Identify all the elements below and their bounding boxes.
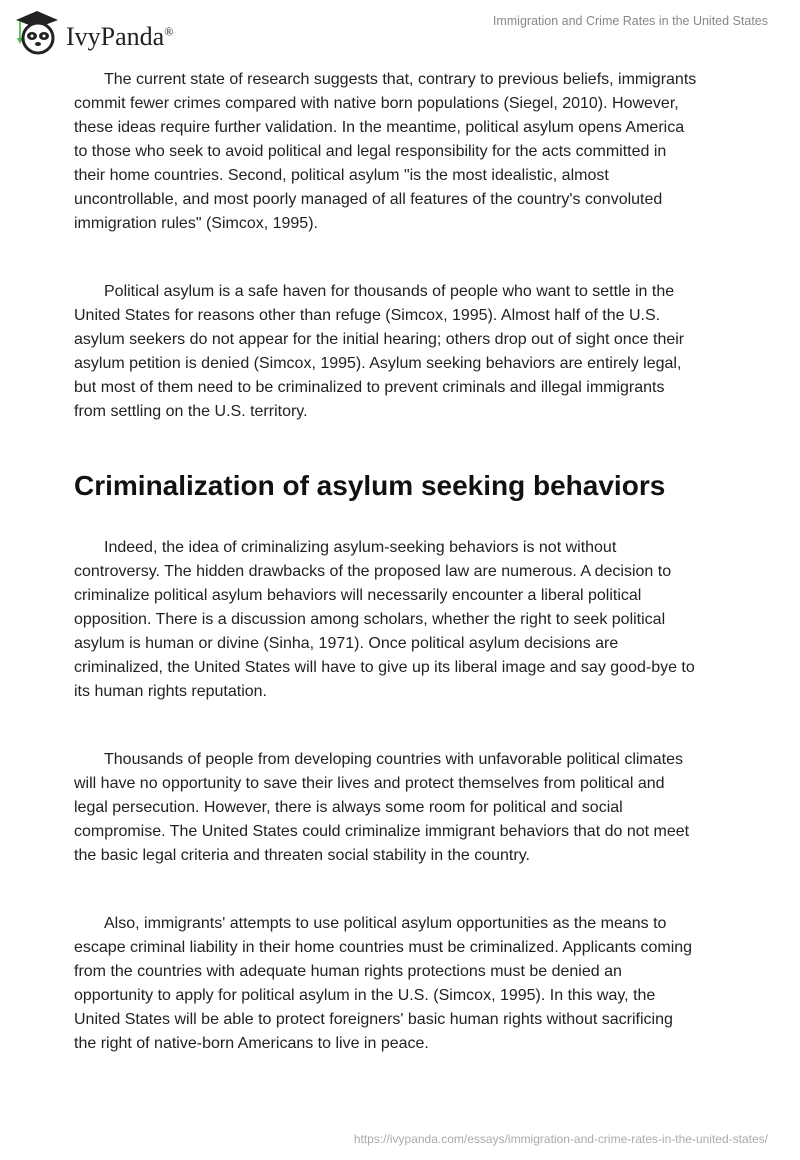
section-heading: Criminalization of asylum seeking behaviors bbox=[74, 470, 666, 501]
paragraph-line: criminalize political asylum behaviors will necessarily encounter a liberal political bbox=[74, 587, 642, 604]
paragraph-line: asylum seekers do not appear for the initial hearing; others drop out of sight once their bbox=[74, 331, 685, 348]
paragraph-line: Political asylum is a safe haven for thousands of people who want to settle in the bbox=[104, 283, 675, 300]
paragraph bbox=[74, 748, 734, 868]
paragraph-line: uncontrollable, and most poorly managed of all features of the country's convoluted bbox=[74, 191, 663, 208]
paragraph-line: their home countries. Second, political asylum "is the most idealistic, almost bbox=[74, 167, 609, 184]
paragraph-line: from the countries with adequate human rights protections must be denied an bbox=[74, 963, 622, 980]
paragraph-line: will have no opportunity to save their lives and protect themselves from political and bbox=[74, 775, 665, 792]
paragraph-line: opportunity to apply for political asylum in the U.S. (Simcox, 1995). In this way, the bbox=[74, 987, 656, 1004]
document-title: Immigration and Crime Rates in the United States bbox=[492, 14, 768, 28]
paragraph bbox=[74, 536, 734, 704]
article-body bbox=[74, 68, 734, 1100]
paragraph-line: commit fewer crimes compared with native born populations (Siegel, 2010). However, bbox=[74, 95, 679, 112]
paragraph-line: criminalized, the United States will have to give up its liberal image and say good-bye to bbox=[74, 659, 695, 676]
paragraph-line: asylum petition is denied (Simcox, 1995). Asylum seeking behaviors are entirely legal, bbox=[74, 355, 682, 372]
paragraph bbox=[74, 68, 734, 236]
paragraph-line: escape criminal liability in their home countries must be criminalized. Applicants coming bbox=[74, 939, 693, 956]
paragraph-line: compromise. The United States could criminalize immigrant behaviors that do not meet bbox=[74, 823, 690, 840]
paragraph-line: asylum is human or divine (Sinha, 1971). Once political asylum decisions are bbox=[74, 635, 619, 652]
paragraph-line: opposition. There is a discussion among scholars, whether the right to seek political bbox=[74, 611, 666, 628]
footer-url[interactable]: https://ivypanda.com/essays/immigration-and-crime-rates-in-the-united-states/ bbox=[353, 1132, 768, 1146]
paragraph-line: but most of them need to be criminalized to prevent criminals and illegal immigrants bbox=[74, 379, 665, 396]
paragraph-line: Indeed, the idea of criminalizing asylum-seeking behaviors is not without bbox=[104, 539, 617, 556]
paragraph-line: United States will be able to protect foreigners' basic human rights without sacrificing bbox=[74, 1011, 673, 1028]
paragraph-line: Thousands of people from developing countries with unfavorable political climates bbox=[104, 751, 683, 768]
paragraph-line: the right of native-born Americans to live in peace. bbox=[74, 1035, 429, 1052]
paragraph-line: The current state of research suggests that, contrary to previous beliefs, immigrants bbox=[104, 71, 697, 88]
paragraph-line: Also, immigrants' attempts to use political asylum opportunities as the means to bbox=[104, 915, 667, 932]
paragraph bbox=[74, 912, 734, 1056]
paragraph-line: its human rights reputation. bbox=[74, 683, 267, 700]
brand-name: IvyPanda bbox=[66, 22, 165, 51]
paragraph-line: the basic legal criteria and threaten social stability in the country. bbox=[74, 847, 530, 864]
paragraph-line: legal persecution. However, there is always some room for political and social bbox=[74, 799, 623, 816]
paragraph-line: controversy. The hidden drawbacks of the proposed law are numerous. A decision to bbox=[74, 563, 672, 580]
paragraph-line: to those who seek to avoid political and legal responsibility for the acts committed in bbox=[74, 143, 667, 160]
ivypanda-logo[interactable] bbox=[12, 8, 173, 56]
paragraph-line: United States for reasons other than refuge (Simcox, 1995). Almost half of the U.S. bbox=[74, 307, 661, 324]
paragraph-line: these ideas require further validation. In the meantime, political asylum opens America bbox=[74, 119, 685, 136]
paragraph-line: from settling on the U.S. territory. bbox=[74, 403, 308, 420]
paragraph bbox=[74, 280, 734, 424]
panda-graduate-icon bbox=[12, 8, 62, 56]
paragraph-line: immigration rules" (Simcox, 1995). bbox=[74, 215, 318, 232]
registered-mark: ® bbox=[164, 24, 174, 39]
